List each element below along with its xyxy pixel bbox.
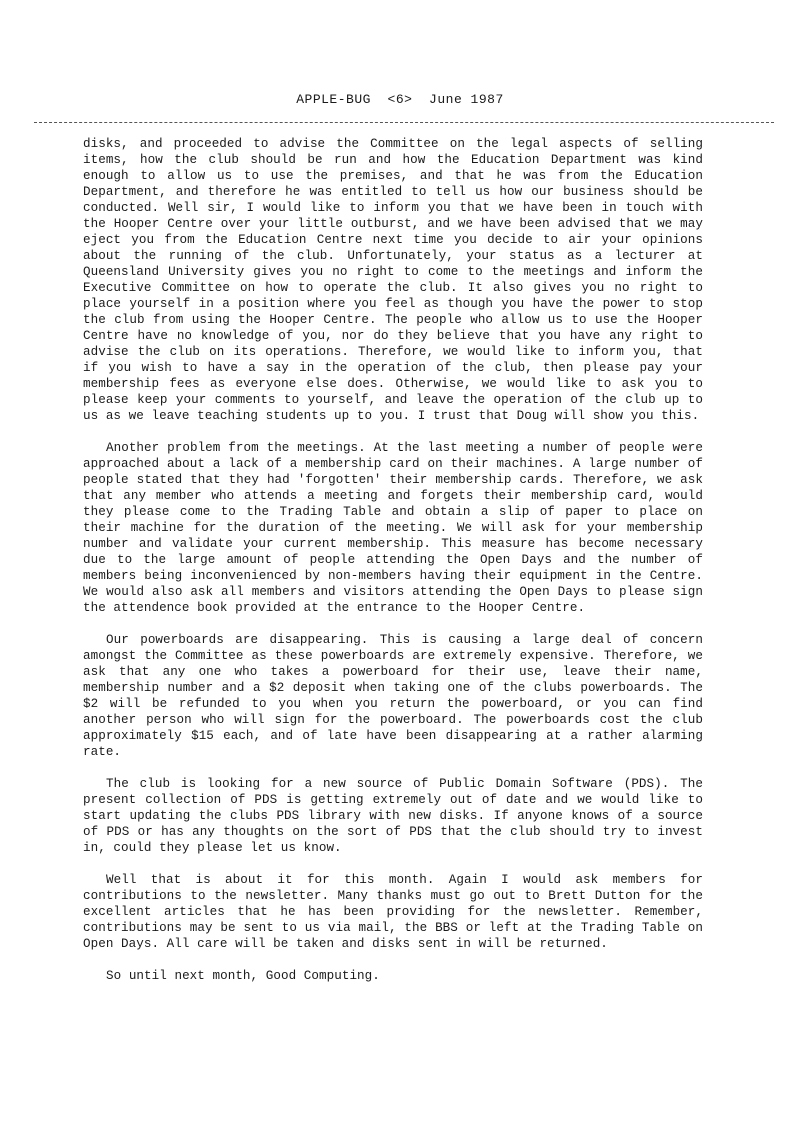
paragraph-powerboards: Our powerboards are disappearing. This is causing a large deal of concern amongst the Committee as these powerboards are extremely expensive. Therefore, we ask that any one who takes a powerboard for their use, leave their name, membership number and a $2 deposit when taking one of the clubs powerboards. The $2 will be refunded to you when you return the powerboard, or you can find another person who will sign for the powerboard. The powerboards cost the club approximately $15 each, and of late have been disappearing at a rather alarming rate. <box>83 633 703 759</box>
signoff: So until next month, Good Computing. <box>106 969 380 983</box>
paragraph-membership-cards: Another problem from the meetings. At the last meeting a number of people were approached about a lack of a membership card on their machines. A large number of people stated that they had 'forgotten' their membership cards. Therefore, we ask that any member who attends a meeting and forgets their membership card, would they please come to the Trading Table and obtain a slip of paper to place on their machine for the duration of the meeting. We will ask for your membership number and validate your current membership. This measure has become necessary due to the large amount of people attending the Open Days and the number of members being inconvenienced by non-members having their equipment in the Centre. We would also ask all members and visitors attending the Open Days to please sign the attendence book provided at the entrance to the Hooper Centre. <box>83 441 703 615</box>
paragraph-contributions: Well that is about it for this month. Again I would ask members for contributions to the newsletter. Many thanks must go out to Brett Dutton for the excellent articles that he has been providing for the newsletter. Remember, contributions may be sent to us via mail, the BBS or left at the Trading Table on Open Days. All care will be taken and disks sent in will be returned. <box>83 873 703 951</box>
page-header: APPLE-BUG <6> June 1987 <box>296 92 504 107</box>
article-body <box>83 136 703 984</box>
paragraph-public-domain-software: The club is looking for a new source of Public Domain Software (PDS). The present collection of PDS is getting extremely out of date and we would like to start updating the clubs PDS library with new disks. If anyone knows of a source of PDS or has any thoughts on the sort of PDS that the club should try to invest in, could they please let us know. <box>83 777 703 855</box>
header-divider <box>34 122 774 123</box>
paragraph-continuation: disks, and proceeded to advise the Committee on the legal aspects of selling items, how the club should be run and how the Education Department was kind enough to allow us to use the premises, and that he was from the Education Department, and therefore he was entitled to tell us how our business should be conducted. Well sir, I would like to inform you that we have been in touch with the Hooper Centre over your little outburst, and we have been advised that we may eject you from the Education Centre next time you decide to air your opinions about the running of the club. Unfortunately, your status as a lecturer at Queensland University gives you no right to come to the meetings and inform the Executive Committee on how to operate the club. It also gives you no right to place yourself in a position where you feel as though you have the power to stop the club from using the Hooper Centre. The people who allow us to use the Hooper Centre have no knowledge of you, nor do they believe that you have any right to advise the club on its operations. Therefore, we would like to inform you, that if you wish to have a say in the operation of the club, then please pay your membership fees as everyone else does. Otherwise, we would like to ask you to please keep your comments to yourself, and leave the operation of the club up to us as we leave teaching students up to you. I trust that Doug will show you this. <box>83 137 703 423</box>
